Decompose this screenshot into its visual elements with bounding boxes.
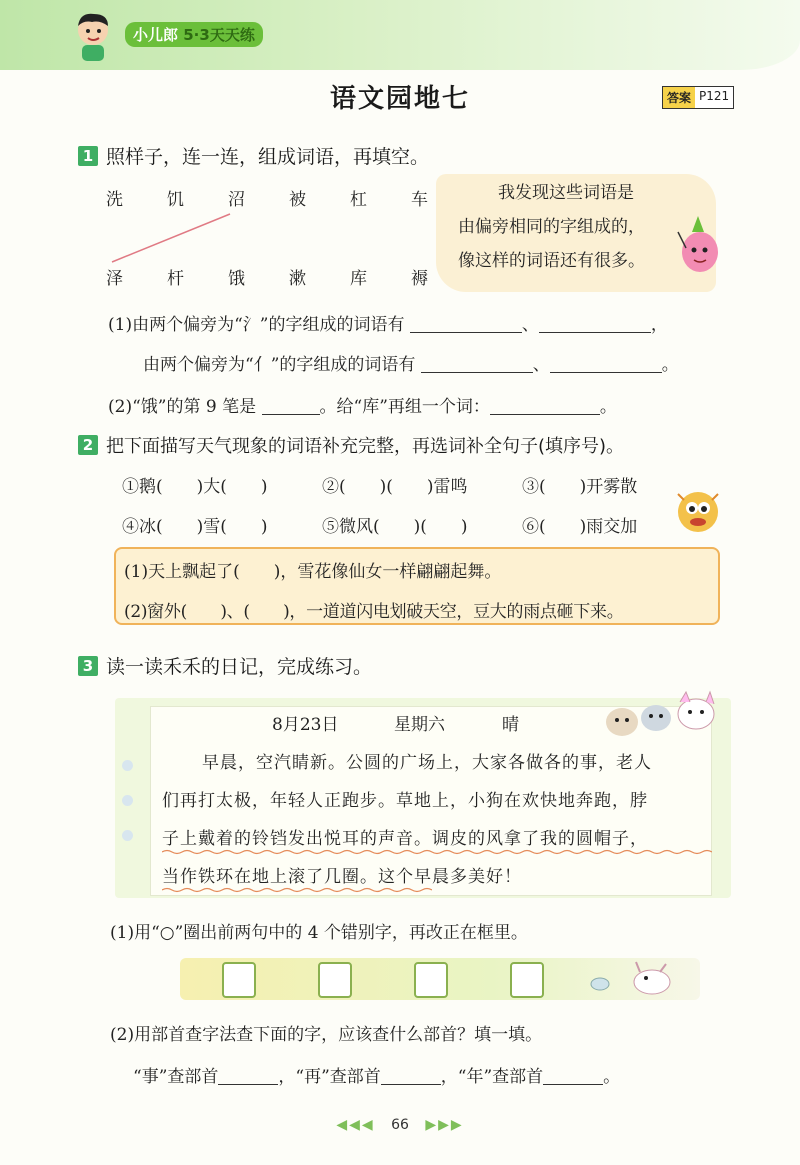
- char[interactable]: 杆: [167, 269, 184, 289]
- answer-tag: [662, 86, 734, 109]
- q2-word-row-1: ①鹅( )大( ) ②( )( )雷鸣 ③( )开雾散: [122, 477, 638, 497]
- q1-bottom-chars: [106, 264, 472, 289]
- char[interactable]: 饥: [167, 190, 184, 210]
- char[interactable]: 饿: [228, 269, 245, 289]
- diary-date: 8月23日: [272, 715, 339, 735]
- binder-hole: [122, 760, 133, 771]
- answer-blank[interactable]: [539, 315, 651, 333]
- char[interactable]: 库: [350, 269, 367, 289]
- page-title: 语文园地七: [329, 84, 470, 114]
- answer-blank[interactable]: [490, 397, 600, 415]
- char[interactable]: 褥: [411, 269, 428, 289]
- q1-sub1b: 由两个偏旁为“亻”的字组成的词语有 、 。: [143, 355, 679, 375]
- diary-weather: 晴: [502, 715, 519, 735]
- answer-blank[interactable]: [218, 1067, 278, 1085]
- q1-sub1a: (1)由两个偏旁为“氵”的字组成的词语有 、 ，: [108, 315, 668, 335]
- correction-box[interactable]: [222, 962, 256, 998]
- char[interactable]: 沼: [228, 190, 245, 210]
- correction-box[interactable]: [318, 962, 352, 998]
- q3-sub2-fill: “事”查部首 ，“再”查部首 ，“年”查部首 。: [133, 1067, 621, 1087]
- answer-blank[interactable]: [410, 315, 522, 333]
- q1-heading: [78, 142, 429, 169]
- header-band: [0, 0, 800, 70]
- boy-mascot-icon: [70, 10, 116, 62]
- q2-number: 2: [78, 435, 98, 455]
- diary-line: 早晨，空汽睛新。公圆的广场上，大家各做各的事，老人: [202, 753, 652, 773]
- arrows-left-icon: ◀◀◀: [336, 1117, 375, 1133]
- q3-sub2: (2)用部首查字法查下面的字，应该查什么部首？填一填。: [110, 1025, 543, 1045]
- page-footer: [0, 1117, 800, 1133]
- example-connect-line: [100, 200, 260, 270]
- char[interactable]: 洗: [106, 190, 123, 210]
- q3-title: 读一读禾禾的日记，完成练习。: [106, 656, 373, 678]
- char[interactable]: 漱: [289, 269, 306, 289]
- answer-blank[interactable]: [381, 1067, 441, 1085]
- q1-title: 照样子，连一连，组成词语，再填空。: [106, 146, 430, 168]
- correction-box[interactable]: [510, 962, 544, 998]
- char[interactable]: 杠: [350, 190, 367, 210]
- dragonfruit-mascot-icon: [672, 212, 724, 280]
- diary-line: 子上戴着的铃铛发出悦耳的声音。调皮的风拿了我的圆帽子，: [162, 829, 648, 849]
- answer-blank[interactable]: [421, 355, 533, 373]
- q2-title: 把下面描写天气现象的词语补充完整，再选词补全句子(填序号)。: [106, 436, 625, 457]
- char[interactable]: 被: [289, 190, 306, 210]
- diary-line: 当作铁环在地上滚了几圈。这个早晨多美好！: [162, 867, 522, 887]
- q1-number: 1: [78, 146, 98, 166]
- weather-mascot-icon: [668, 484, 726, 540]
- puppies-illustration-icon: [600, 688, 726, 746]
- wavy-underline: [162, 849, 712, 855]
- tip-line: 我发现这些词语是: [498, 183, 634, 203]
- tip-line: 像这样的词语还有很多。: [458, 251, 645, 271]
- answer-blank[interactable]: [543, 1067, 603, 1085]
- char[interactable]: 车: [411, 190, 428, 210]
- puppy-running-icon: [586, 958, 686, 1000]
- q2-sentence-1: (1)天上飘起了( )，雪花像仙女一样翩翩起舞。: [124, 562, 502, 582]
- binder-hole: [122, 830, 133, 841]
- binder-hole: [122, 795, 133, 806]
- q3-number: 3: [78, 656, 98, 676]
- q2-sentence-2: (2)窗外( )、( )，一道道闪电划破天空，豆大的雨点砸下来。: [124, 602, 624, 622]
- q1-sub2: (2)“饿”的第 9 笔是 。给“库”再组一个词： 。: [108, 397, 617, 417]
- q3-sub1: (1)用“○”圈出前两句中的 4 个错别字，再改正在框里。: [110, 923, 528, 943]
- arrows-right-icon: ▶▶▶: [425, 1117, 464, 1133]
- answer-page: P121: [695, 87, 733, 108]
- page-number: 66: [391, 1117, 409, 1133]
- wavy-underline: [162, 887, 432, 893]
- q3-heading: [78, 652, 372, 679]
- char[interactable]: 泽: [106, 269, 123, 289]
- brand-logo: 小儿郎 5·3天天练: [125, 22, 263, 47]
- q2-word-row-2: ④冰( )雪( ) ⑤微风( )( ) ⑥( )雨交加: [122, 517, 638, 537]
- answer-label: 答案: [663, 87, 695, 108]
- answer-blank[interactable]: [550, 355, 662, 373]
- diary-line: 们再打太极，年轻人正跑步。草地上，小狗在欢快地奔跑，脖: [162, 791, 648, 811]
- diary-header: [272, 710, 519, 735]
- diary-weekday: 星期六: [394, 715, 445, 735]
- answer-blank[interactable]: [262, 397, 320, 415]
- correction-box[interactable]: [414, 962, 448, 998]
- q2-heading: [78, 432, 624, 458]
- tip-line: 由偏旁相同的字组成的，: [458, 217, 645, 237]
